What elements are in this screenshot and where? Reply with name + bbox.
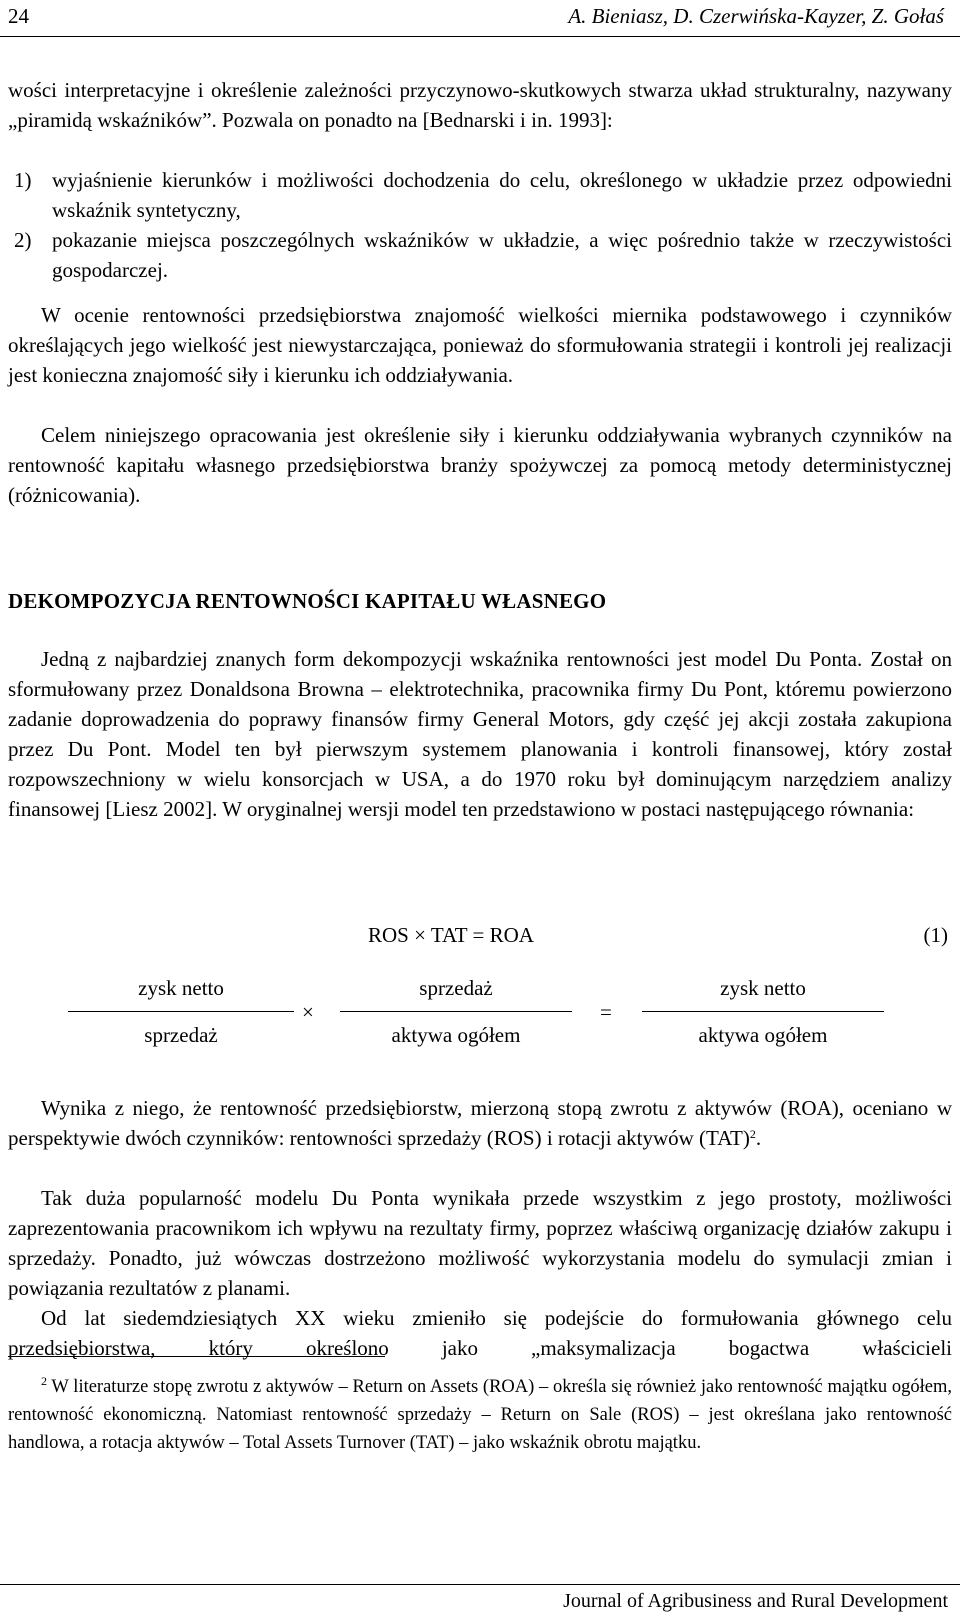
times-operator: × — [302, 1000, 314, 1024]
after-paragraph-3: Od lat siedemdziesiątych XX wieku zmieniło się podejście do formułowania głównego celu przedsiębiorstwa, który określono jako „maksymalizacja bogactwa właścicieli — [8, 1306, 952, 1360]
fraction-numerator: sprzedaż — [419, 976, 493, 1000]
list-item-1 — [8, 165, 952, 225]
fraction-denominator: sprzedaż — [144, 1023, 218, 1047]
journal-name: Journal of Agribusiness and Rural Development — [563, 1590, 948, 1612]
fraction-numerator: zysk netto — [720, 976, 806, 1000]
intro-paragraph-1: wości interpretacyjne i określenie zależności przyczynowo-skutkowych stwarza układ strukturalny, nazywany „piramidą wskaźników”. Pozwala on ponadto na [Bednarski i in. 1993]: — [8, 78, 952, 132]
fraction-denominator: aktywa ogółem — [391, 1023, 521, 1047]
fraction-bar — [642, 1011, 884, 1012]
intro-paragraph-3: Celem niniejszego opracowania jest określenie siły i kierunku oddziaływania wybranych czynników na rentowność kapitału własnego przedsiębiorstwa branży spożywczej za pomocą metody deterministycznej (różnicowania). — [8, 423, 952, 507]
section-heading: DEKOMPOZYCJA RENTOWNOŚCI KAPITAŁU WŁASNEGO — [8, 589, 607, 613]
footnote-marker: 2 — [41, 1374, 47, 1388]
equation-number: (1) — [923, 923, 948, 947]
fraction-sales-over-assets — [340, 973, 572, 1050]
after-paragraph-2: Tak duża popularność modelu Du Ponta wynikała przede wszystkim z jego prostoty, możliwości zaprezentowania pracownikom ich wpływu na rezultaty firmy, poprzez właściwą organizację działów zakupu i sprzedaży. Ponadto, już wówczas dostrzeżono możliwość wykorzystania modelu do symulacji zmian i powiązania rezultatów z planami. — [8, 1186, 952, 1300]
header-divider — [0, 36, 960, 37]
page-header — [8, 4, 944, 40]
fraction-profit-over-assets — [642, 973, 884, 1050]
list-item-text: pokazanie miejsca poszczególnych wskaźników w układzie, a więc pośrednio także w rzeczywistości gospodarczej. — [52, 228, 952, 282]
list-item-number: 2) — [14, 228, 32, 252]
fraction-numerator: zysk netto — [138, 976, 224, 1000]
after-paragraph-1-end: . — [755, 1126, 762, 1150]
equals-operator: = — [600, 1000, 612, 1024]
list-item-number: 1) — [14, 168, 32, 192]
page-number: 24 — [8, 4, 29, 28]
intro-paragraph-2: W ocenie rentowności przedsiębiorstwa znajomość wielkości miernika podstawowego i czynników określających jego wielkość jest niewystarczająca, ponieważ do sformułowania strategii i kontroli jej realizacji jest konieczna znajomość siły i kierunku ich oddziaływania. — [8, 303, 952, 387]
after-paragraph-1 — [8, 1093, 952, 1153]
equation-main: ROS × TAT = ROA — [368, 923, 534, 947]
footnote — [8, 1373, 952, 1457]
footnote-text: W literaturze stopę zwrotu z aktywów – Return on Assets (ROA) – określa się również jako rentowność majątku ogółem, rentowność ekonomiczną. Natomiast rentowność sprzedaży – Return on Sale (ROS) – jest określana jako rentowność handlowa, a rotacja aktywów – Total Assets Turnover (TAT) – jako wskaźnik obrotu majątku. — [8, 1377, 952, 1453]
fraction-profit-over-sales — [68, 973, 294, 1050]
fraction-bar — [68, 1011, 294, 1012]
fraction-bar — [340, 1011, 572, 1012]
section-paragraph-1: Jedną z najbardziej znanych form dekompozycji wskaźnika rentowności jest model Du Ponta. Został on sformułowany przez Donaldsona Browna – elektrotechnika, pracownika firmy Du Pont, któremu powierzono zadanie doprowadzenia do poprawy finansów firmy General Motors, gdy część jej akcji została zakupiona przez Du Pont. Model ten był pierwszym systemem planowania i kontroli finansowej, który został rozpowszechniony w wielu konsorcjach w USA, a do 1970 roku był dominującym narzędziem analizy finansowej [Liesz 2002]. W oryginalnej wersji model ten przedstawiono w postaci następującego równania: — [8, 647, 952, 821]
footnote-reference[interactable]: 2 — [749, 1127, 756, 1141]
list-item-text: wyjaśnienie kierunków i możliwości dochodzenia do celu, określonego w układzie przez odpowiedni wskaźnik syntetyczny, — [52, 168, 952, 222]
list-item-2 — [8, 225, 952, 285]
footer-divider — [0, 1584, 960, 1585]
running-authors: A. Bieniasz, D. Czerwińska-Kayzer, Z. Gołaś — [568, 4, 944, 28]
fraction-denominator: aktywa ogółem — [698, 1023, 828, 1047]
after-paragraph-1-text: Wynika z niego, że rentowność przedsiębiorstw, mierzoną stopą zwrotu z aktywów (ROA), oceniano w perspektywie dwóch czynników: rentowności sprzedaży (ROS) i rotacji aktywów (TAT) — [8, 1096, 952, 1150]
footnote-divider — [8, 1356, 385, 1357]
